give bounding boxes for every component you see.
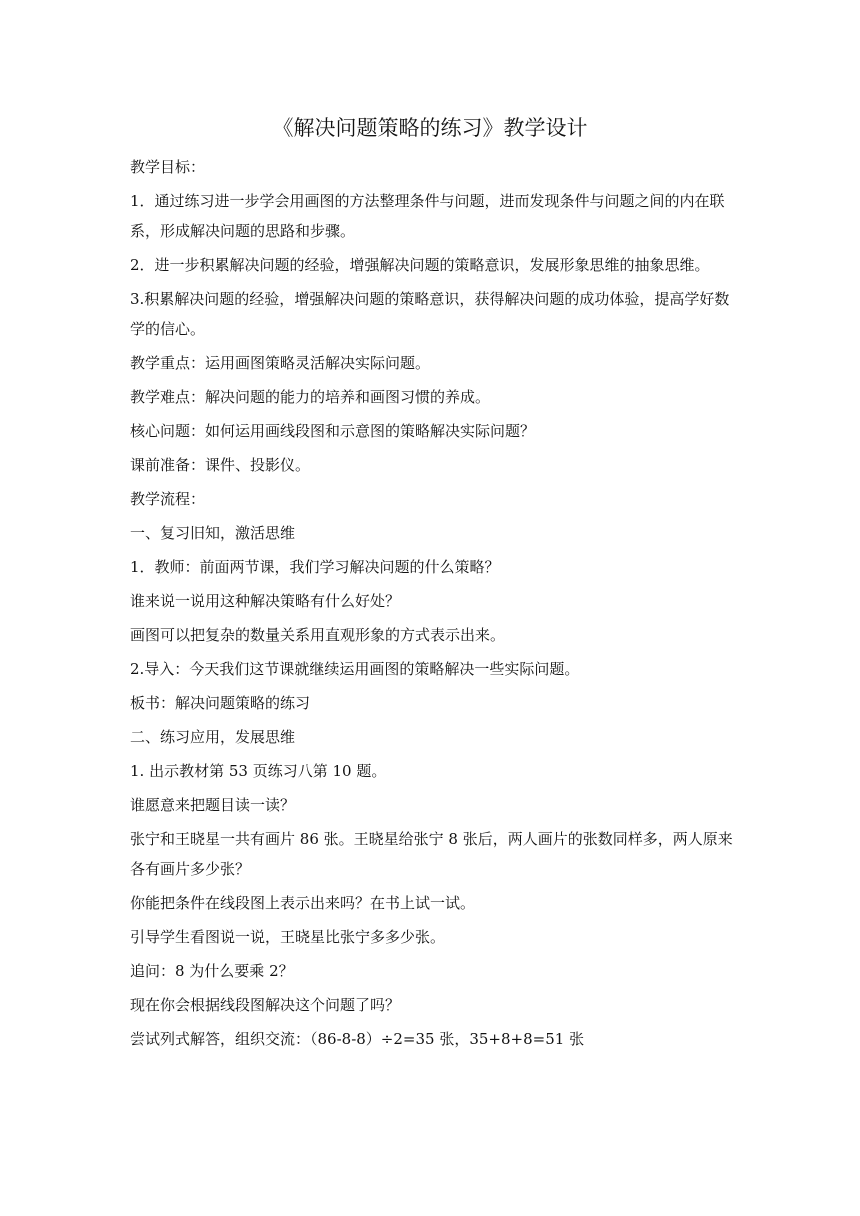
paragraph-read-problem: 谁愿意来把题目读一读？: [130, 796, 296, 814]
paragraph-solution: 尝试列式解答，组织交流：（86-8-8）÷2=35 张，35+8+8=51 张: [130, 1030, 585, 1048]
paragraph-section-one-heading: 一、复习旧知，激活思维: [130, 524, 296, 542]
paragraph-drawing-benefit: 画图可以把复杂的数量关系用直观形象的方式表示出来。: [130, 626, 506, 644]
paragraph-core-question: 核心问题：如何运用画线段图和示意图的策略解决实际问题？: [130, 422, 536, 440]
paragraph-guide-students: 引导学生看图说一说，王晓星比张宁多多少张。: [130, 928, 446, 946]
paragraph-solve-prompt: 现在你会根据线段图解决这个问题了吗？: [130, 996, 401, 1014]
document-title: 《解决问题策略的练习》教学设计: [272, 116, 588, 140]
paragraph-process-heading: 教学流程：: [130, 490, 206, 508]
paragraph-section-two-heading: 二、练习应用，发展思维: [130, 728, 296, 746]
paragraph-board-writing: 板书：解决问题策略的练习: [130, 694, 311, 712]
paragraph-objective-1: 1．通过练习进一步学会用画图的方法整理条件与问题，进而发现条件与问题之间的内在联系，形成解决问题的思路和步骤。: [130, 192, 725, 240]
paragraph-difficulty: 教学难点：解决问题的能力的培养和画图习惯的养成。: [130, 388, 491, 406]
paragraph-key-point: 教学重点：运用画图策略灵活解决实际问题。: [130, 354, 431, 372]
paragraph-word-problem: 张宁和王晓星一共有画片 86 张。王晓星给张宁 8 张后，两人画片的张数同样多，两人原来各有画片多少张？: [130, 830, 733, 878]
paragraph-objective-2: 2．进一步积累解决问题的经验，增强解决问题的策略意识，发展形象思维的抽象思维。: [130, 256, 710, 274]
paragraph-introduction: 2.导入：今天我们这节课就继续运用画图的策略解决一些实际问题。: [130, 660, 580, 678]
paragraph-objectives-heading: 教学目标：: [130, 158, 206, 176]
paragraph-exercise-reference: 1. 出示教材第 53 页练习八第 10 题。: [130, 762, 387, 780]
paragraph-teacher-question: 1．教师：前面两节课，我们学习解决问题的什么策略？: [130, 558, 500, 576]
paragraph-who-explains: 谁来说一说用这种解决策略有什么好处？: [130, 592, 401, 610]
paragraph-objective-3: 3.积累解决问题的经验，增强解决问题的策略意识，获得解决问题的成功体验，提高学好数学的信心。: [130, 290, 730, 338]
paragraph-follow-up-question: 追问：8 为什么要乘 2？: [130, 962, 294, 980]
paragraph-preparation: 课前准备：课件、投影仪。: [130, 456, 311, 474]
paragraph-line-diagram-prompt: 你能把条件在线段图上表示出来吗？在书上试一试。: [130, 894, 476, 912]
document-body: [130, 152, 735, 1058]
